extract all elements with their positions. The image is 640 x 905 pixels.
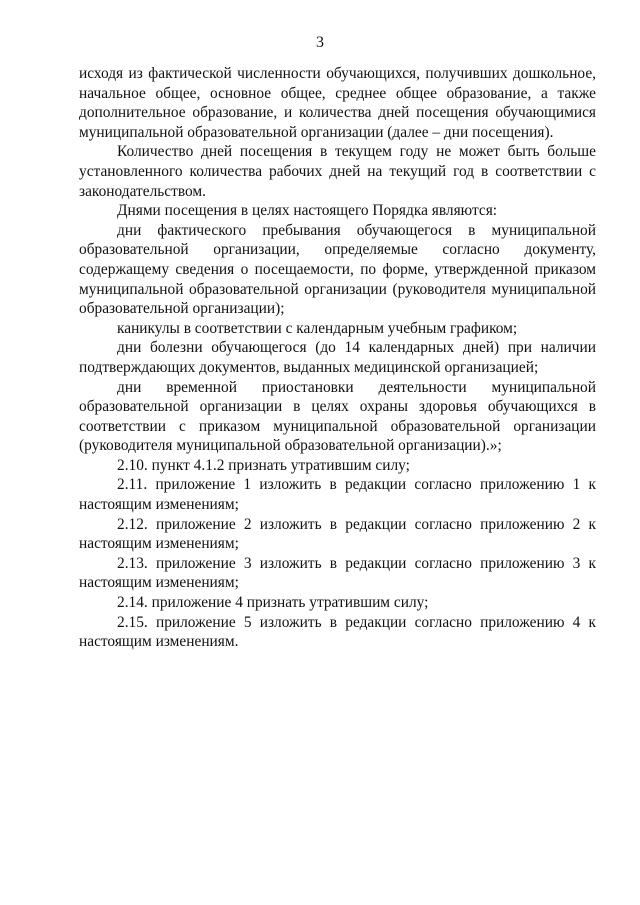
- paragraph-suspension-days: дни временной приостановки деятельности муниципальной образовательной организации в целях охраны здоровья обучающихся в соответствии с приказом муниципальной образовательной организации (руководителя муниципальной образовательной организации).»;: [79, 378, 596, 455]
- paragraph-item-2-14: 2.14. приложение 4 признать утратившим силу;: [117, 594, 429, 612]
- paragraph-visit-days-limit: Количество дней посещения в текущем году не может быть больше установленного количества рабочих дней на текущий год в соответствии с законодательством.: [79, 143, 596, 200]
- paragraph-item-2-12: 2.12. приложение 2 изложить в редакции согласно приложению 2 к настоящим изменениям;: [79, 515, 596, 553]
- paragraph-continuation: исходя из фактической численности обучающихся, получивших дошкольное, начальное общее, основное общее, среднее общее образование, а также дополнительное образование, и количества дней посещения обучающимися муниципальной образовательной организации (далее – дни посещения).: [79, 65, 596, 141]
- paragraph-visit-days-intro: Днями посещения в целях настоящего Порядка являются:: [117, 202, 498, 220]
- paragraph-item-2-10: 2.10. пункт 4.1.2 признать утратившим силу;: [117, 456, 410, 474]
- paragraph-actual-presence: дни фактического пребывания обучающегося в муниципальной образовательной организации, определяемые согласно документу, содержащему сведения о посещаемости, по форме, утвержденной приказом муниципальной образовательной организации (руководителя муниципальной образовательной организации);: [79, 221, 596, 318]
- paragraph-item-2-13: 2.13. приложение 3 изложить в редакции согласно приложению 3 к настоящим изменениям;: [79, 554, 596, 592]
- paragraph-item-2-15: 2.15. приложение 5 изложить в редакции согласно приложению 4 к настоящим изменениям.: [79, 613, 596, 651]
- document-body: [79, 64, 596, 652]
- paragraph-item-2-11: 2.11. приложение 1 изложить в редакции согласно приложению 1 к настоящим изменениям;: [79, 476, 596, 514]
- paragraph-sick-days: дни болезни обучающегося (до 14 календарных дней) при наличии подтверждающих документов, выданных медицинской организацией;: [79, 339, 596, 376]
- paragraph-holidays: каникулы в соответствии с календарным учебным графиком;: [117, 319, 518, 337]
- page-number: 3: [316, 34, 324, 51]
